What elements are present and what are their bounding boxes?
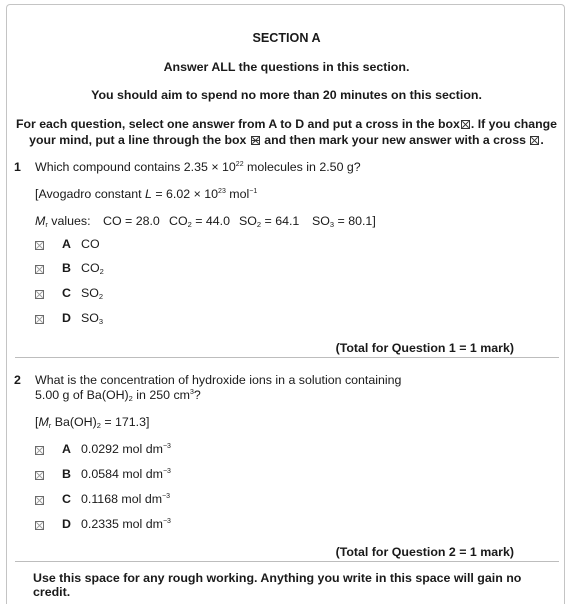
option-letter: B <box>62 261 71 275</box>
crossed-box-icon <box>530 136 539 145</box>
option-exponent: −3 <box>162 468 171 475</box>
section-title: SECTION A <box>252 31 321 45</box>
question-2-total: (Total for Question 2 = 1 mark) <box>335 545 514 559</box>
mr-so2-sub: 2 <box>256 220 262 229</box>
option-text <box>81 442 171 456</box>
answer-box-d[interactable] <box>35 521 44 530</box>
struck-crossed-box-icon <box>251 136 260 145</box>
mr-co2-sub: 2 <box>187 220 192 229</box>
option-text <box>81 261 104 275</box>
option-formula: CO <box>81 237 100 251</box>
option-text <box>81 517 171 531</box>
option-subscript: 2 <box>98 292 104 301</box>
question-2-stem-line1: What is the concentration of hydroxide ions in a solution containing <box>35 373 402 387</box>
option-formula: CO <box>81 261 100 275</box>
q2-mr-value: = 171.3] <box>100 415 150 429</box>
option-text <box>81 467 171 481</box>
option-value: 0.0292 mol dm <box>81 442 163 456</box>
question-1-number: 1 <box>14 160 21 174</box>
mr-co2-formula: CO <box>169 214 188 228</box>
option-subscript: 3 <box>98 317 104 326</box>
q2-stem-sub: 2 <box>128 394 133 403</box>
option-text <box>81 237 100 251</box>
q2-stem-volume: in 250 cm <box>132 388 191 402</box>
answer-box-c[interactable] <box>35 290 44 299</box>
q1-stem-text: Which compound contains 2.35 × 10 <box>35 160 236 174</box>
answer-box-d[interactable] <box>35 315 44 324</box>
mr-co2 <box>169 214 230 228</box>
mr-label: values: <box>47 214 91 228</box>
question-1-avogadro <box>35 187 257 201</box>
avogadro-unit-exponent: −1 <box>249 188 258 195</box>
option-value: 0.1168 mol dm <box>81 492 163 506</box>
question-2-stem-line2 <box>35 388 201 402</box>
q2-stem-text: 5.00 g of Ba(OH) <box>35 388 129 402</box>
q2-stem-exponent: 3 <box>190 389 194 396</box>
instruction-line2-end: . <box>540 132 544 147</box>
instruction-line1-end: . If you change <box>470 117 557 131</box>
option-letter: D <box>62 311 71 325</box>
q2-mr-subscript: r <box>48 421 52 430</box>
option-subscript: 2 <box>99 267 104 276</box>
crossed-box-icon <box>461 120 470 129</box>
option-value: 0.0584 mol dm <box>81 467 163 481</box>
avogadro-value: = 6.02 × 10 <box>151 187 219 201</box>
option-text <box>81 492 170 506</box>
mr-symbol: M <box>35 214 46 228</box>
option-exponent: −3 <box>162 493 171 500</box>
option-letter: C <box>62 492 71 506</box>
option-value: 0.2335 mol dm <box>81 517 163 531</box>
mr-so3 <box>312 214 376 228</box>
answer-all-instruction: Answer ALL the questions in this section. <box>163 60 410 74</box>
option-letter: D <box>62 517 71 531</box>
instruction-line2-text: your mind, put a line through the box <box>29 132 247 147</box>
q2-mr-symbol: M <box>38 415 49 429</box>
mr-so3-sub: 3 <box>329 220 335 229</box>
q2-mr-formula-sub: 2 <box>96 421 101 430</box>
question-1-total: (Total for Question 1 = 1 mark) <box>335 341 514 355</box>
answer-box-c[interactable] <box>35 496 44 505</box>
q1-stem-text-end: molecules in 2.50 g? <box>243 160 361 174</box>
mr-subscript: r <box>45 220 48 229</box>
option-letter: B <box>62 467 71 481</box>
mr-so2 <box>239 214 299 228</box>
option-formula: SO <box>81 286 99 300</box>
general-instructions <box>7 117 566 148</box>
q1-stem-exponent: 22 <box>235 161 244 168</box>
instruction-line1-text: For each question, select one answer from A to D and put a cross in the box <box>15 117 460 131</box>
answer-box-a[interactable] <box>35 241 44 250</box>
rough-working-notice: Use this space for any rough working. Anything you write in this space will gain no credit. <box>33 571 522 599</box>
question-1-stem <box>35 160 361 174</box>
option-formula: SO <box>81 311 99 325</box>
question-divider <box>15 561 559 562</box>
option-exponent: −3 <box>162 443 171 450</box>
question-2-number: 2 <box>14 373 21 387</box>
mr-so2-value: = 64.1 <box>261 214 300 228</box>
option-letter: A <box>62 237 71 251</box>
instruction-line2-middle: and then mark your new answer with a cross <box>264 132 526 147</box>
q2-mr-bracket: [ <box>35 415 39 429</box>
option-text <box>81 311 103 325</box>
avogadro-unit: mol <box>225 187 250 201</box>
mr-co2-value: = 44.0 <box>191 214 231 228</box>
time-advice: You should aim to spend no more than 20 minutes on this section. <box>91 88 482 102</box>
answer-box-b[interactable] <box>35 265 44 274</box>
mr-so3-value: = 80.1] <box>334 214 376 228</box>
option-exponent: −3 <box>162 518 171 525</box>
question-divider <box>15 357 559 358</box>
exam-page <box>6 4 565 604</box>
answer-box-b[interactable] <box>35 471 44 480</box>
mr-so2-formula: SO <box>239 214 257 228</box>
option-letter: A <box>62 442 71 456</box>
avogadro-symbol: L <box>145 187 152 201</box>
answer-box-a[interactable] <box>35 446 44 455</box>
avogadro-text: [Avogadro constant <box>35 187 145 201</box>
option-letter: C <box>62 286 71 300</box>
option-text <box>81 286 103 300</box>
mr-co: CO = 28.0 <box>103 214 160 228</box>
avogadro-exponent: 23 <box>218 188 226 195</box>
question-2-mr <box>35 415 149 429</box>
mr-so3-formula: SO <box>312 214 330 228</box>
q2-mr-formula: Ba(OH) <box>51 415 97 429</box>
q2-stem-end: ? <box>193 388 201 402</box>
question-1-mr-values <box>35 214 91 228</box>
